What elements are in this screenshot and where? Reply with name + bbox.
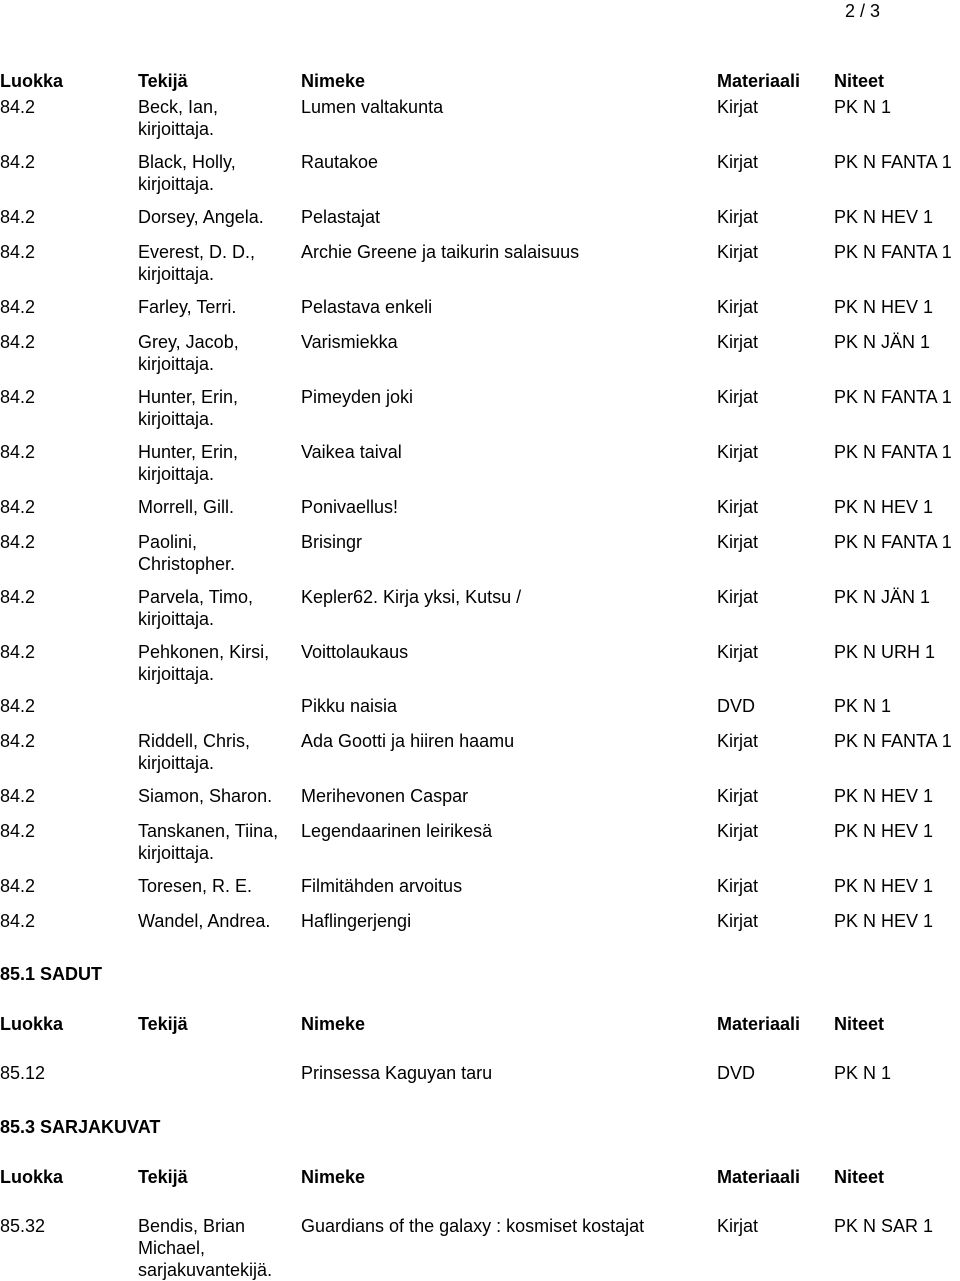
table-row — [0, 531, 960, 575]
cell-nimeke: Prinsessa Kaguyan taru — [301, 1063, 493, 1083]
table-row — [0, 820, 960, 864]
tekija-line: kirjoittaja. — [138, 119, 215, 139]
cell-materiaali: Kirjat — [717, 97, 759, 117]
cell-nimeke: Rautakoe — [301, 152, 379, 172]
header-materiaali: Materiaali — [717, 71, 801, 91]
tekija-line: kirjoittaja. — [138, 609, 215, 629]
cell-niteet: PK N FANTA 1 — [834, 731, 952, 751]
cell-tekija — [138, 96, 218, 140]
cell-nimeke: Lumen valtakunta — [301, 97, 444, 117]
cell-niteet: PK N HEV 1 — [834, 821, 934, 841]
header-tekija: Tekijä — [138, 1167, 188, 1187]
tekija-line: kirjoittaja. — [138, 753, 215, 773]
tekija-line: Christopher. — [138, 554, 236, 574]
cell-nimeke: Legendaarinen leirikesä — [301, 821, 493, 841]
tekija-line: Paolini, — [138, 532, 198, 552]
table-row — [0, 910, 960, 954]
cell-luokka: 84.2 — [0, 332, 36, 352]
table-header — [0, 1166, 960, 1210]
header-tekija: Tekijä — [138, 71, 188, 91]
cell-luokka: 84.2 — [0, 97, 36, 117]
cell-tekija — [138, 241, 255, 285]
table-row — [0, 96, 960, 140]
tekija-line: kirjoittaja. — [138, 354, 215, 374]
cell-niteet: PK N 1 — [834, 696, 892, 716]
header-luokka: Luokka — [0, 1167, 64, 1187]
header-nimeke: Nimeke — [301, 71, 366, 91]
cell-luokka: 84.2 — [0, 642, 36, 662]
cell-luokka: 85.32 — [0, 1216, 46, 1236]
table-row — [0, 641, 960, 685]
cell-luokka: 84.2 — [0, 731, 36, 751]
cell-materiaali: Kirjat — [717, 587, 759, 607]
cell-materiaali: Kirjat — [717, 152, 759, 172]
cell-tekija — [138, 875, 252, 897]
header-materiaali: Materiaali — [717, 1014, 801, 1034]
cell-niteet: PK N SAR 1 — [834, 1216, 934, 1236]
cell-niteet: PK N HEV 1 — [834, 911, 934, 931]
cell-niteet: PK N FANTA 1 — [834, 442, 952, 462]
tekija-line: Michael, — [138, 1238, 206, 1258]
cell-niteet: PK N HEV 1 — [834, 497, 934, 517]
tekija-line: Parvela, Timo, — [138, 587, 254, 607]
cell-luokka: 84.2 — [0, 242, 36, 262]
cell-tekija — [138, 151, 236, 195]
header-niteet: Niteet — [834, 1167, 885, 1187]
header-niteet: Niteet — [834, 71, 885, 91]
cell-luokka: 84.2 — [0, 532, 36, 552]
table-row — [0, 1062, 960, 1106]
tekija-line: Black, Holly, — [138, 152, 236, 172]
cell-materiaali: DVD — [717, 1063, 756, 1083]
cell-niteet: PK N JÄN 1 — [834, 587, 931, 607]
cell-niteet: PK N FANTA 1 — [834, 532, 952, 552]
cell-tekija — [138, 206, 264, 228]
cell-luokka: 84.2 — [0, 152, 36, 172]
tekija-line: Hunter, Erin, — [138, 387, 239, 407]
tekija-line: Pehkonen, Kirsi, — [138, 642, 270, 662]
cell-niteet: PK N FANTA 1 — [834, 152, 952, 172]
cell-luokka: 84.2 — [0, 821, 36, 841]
cell-materiaali: Kirjat — [717, 731, 759, 751]
table-row — [0, 241, 960, 285]
cell-materiaali: Kirjat — [717, 387, 759, 407]
header-nimeke: Nimeke — [301, 1167, 366, 1187]
cell-niteet: PK N FANTA 1 — [834, 242, 952, 262]
cell-nimeke: Pikku naisia — [301, 696, 398, 716]
cell-nimeke: Merihevonen Caspar — [301, 786, 469, 806]
header-luokka: Luokka — [0, 71, 64, 91]
tekija-line: Beck, Ian, — [138, 97, 219, 117]
table-row — [0, 331, 960, 375]
tekija-line: kirjoittaja. — [138, 174, 215, 194]
tekija-line: Bendis, Brian — [138, 1216, 246, 1236]
cell-nimeke: Varismiekka — [301, 332, 398, 352]
cell-tekija — [138, 531, 235, 575]
cell-tekija — [138, 441, 238, 485]
tekija-line: kirjoittaja. — [138, 409, 215, 429]
tekija-line: Farley, Terri. — [138, 297, 237, 317]
cell-niteet: PK N URH 1 — [834, 642, 936, 662]
cell-luokka: 84.2 — [0, 387, 36, 407]
cell-materiaali: Kirjat — [717, 442, 759, 462]
cell-niteet: PK N HEV 1 — [834, 297, 934, 317]
cell-luokka: 84.2 — [0, 442, 36, 462]
cell-materiaali: Kirjat — [717, 497, 759, 517]
cell-luokka: 84.2 — [0, 786, 36, 806]
page-number: 2 / 3 — [845, 1, 881, 21]
cell-nimeke: Archie Greene ja taikurin salaisuus — [301, 242, 580, 262]
cell-nimeke: Brisingr — [301, 532, 363, 552]
cell-niteet: PK N 1 — [834, 97, 892, 117]
cell-nimeke: Ada Gootti ja hiiren haamu — [301, 731, 515, 751]
table-row — [0, 730, 960, 774]
table-header — [0, 1013, 960, 1057]
cell-niteet: PK N FANTA 1 — [834, 387, 952, 407]
cell-materiaali: Kirjat — [717, 242, 759, 262]
cell-tekija — [138, 910, 270, 932]
cell-tekija — [138, 730, 250, 774]
cell-materiaali: Kirjat — [717, 786, 759, 806]
tekija-line: Dorsey, Angela. — [138, 207, 264, 227]
table-row — [0, 441, 960, 485]
cell-tekija — [138, 1215, 272, 1281]
cell-nimeke: Pelastava enkeli — [301, 297, 433, 317]
header-tekija: Tekijä — [138, 1014, 188, 1034]
cell-tekija — [138, 386, 238, 430]
tekija-line: Riddell, Chris, — [138, 731, 251, 751]
cell-materiaali: Kirjat — [717, 911, 759, 931]
cell-nimeke: Kepler62. Kirja yksi, Kutsu / — [301, 587, 522, 607]
tekija-line: Everest, D. D., — [138, 242, 256, 262]
tekija-line: Toresen, R. E. — [138, 876, 253, 896]
tekija-line: Morrell, Gill. — [138, 497, 235, 517]
cell-materiaali: Kirjat — [717, 642, 759, 662]
tekija-line: Wandel, Andrea. — [138, 911, 271, 931]
cell-niteet: PK N 1 — [834, 1063, 892, 1083]
cell-luokka: 84.2 — [0, 876, 36, 896]
cell-nimeke: Haflingerjengi — [301, 911, 412, 931]
header-nimeke: Nimeke — [301, 1014, 366, 1034]
cell-niteet: PK N HEV 1 — [834, 207, 934, 227]
cell-nimeke: Pelastajat — [301, 207, 381, 227]
cell-tekija — [138, 331, 239, 375]
cell-materiaali: Kirjat — [717, 532, 759, 552]
section-title-sarjakuvat: 85.3 SARJAKUVAT — [0, 1117, 161, 1137]
cell-nimeke: Voittolaukaus — [301, 642, 409, 662]
cell-materiaali: DVD — [717, 696, 756, 716]
table-row — [0, 151, 960, 195]
cell-luokka: 84.2 — [0, 696, 36, 716]
tekija-line: Tanskanen, Tiina, — [138, 821, 279, 841]
cell-tekija — [138, 496, 234, 518]
cell-nimeke: Ponivaellus! — [301, 497, 399, 517]
cell-luokka: 84.2 — [0, 497, 36, 517]
cell-niteet: PK N HEV 1 — [834, 876, 934, 896]
header-niteet: Niteet — [834, 1014, 885, 1034]
cell-luokka: 84.2 — [0, 911, 36, 931]
cell-tekija — [138, 586, 253, 630]
cell-luokka: 84.2 — [0, 297, 36, 317]
cell-nimeke: Pimeyden joki — [301, 387, 414, 407]
tekija-line: kirjoittaja. — [138, 843, 215, 863]
tekija-line: kirjoittaja. — [138, 664, 215, 684]
cell-nimeke: Filmitähden arvoitus — [301, 876, 463, 896]
cell-niteet: PK N JÄN 1 — [834, 332, 931, 352]
cell-niteet: PK N HEV 1 — [834, 786, 934, 806]
cell-materiaali: Kirjat — [717, 876, 759, 896]
table-row — [0, 1215, 960, 1281]
cell-tekija — [138, 820, 278, 864]
tekija-line: sarjakuvantekijä. — [138, 1260, 273, 1280]
tekija-line: kirjoittaja. — [138, 264, 215, 284]
cell-nimeke: Guardians of the galaxy : kosmiset kostajat — [301, 1216, 645, 1236]
cell-materiaali: Kirjat — [717, 297, 759, 317]
header-luokka: Luokka — [0, 1014, 64, 1034]
cell-luokka: 84.2 — [0, 587, 36, 607]
cell-materiaali: Kirjat — [717, 1216, 759, 1236]
tekija-line: Hunter, Erin, — [138, 442, 239, 462]
cell-nimeke: Vaikea taival — [301, 442, 402, 462]
header-materiaali: Materiaali — [717, 1167, 801, 1187]
cell-tekija — [138, 296, 236, 318]
cell-luokka: 85.12 — [0, 1063, 46, 1083]
table-row — [0, 386, 960, 430]
tekija-line: Siamon, Sharon. — [138, 786, 273, 806]
cell-tekija — [138, 785, 272, 807]
cell-luokka: 84.2 — [0, 207, 36, 227]
cell-materiaali: Kirjat — [717, 821, 759, 841]
cell-materiaali: Kirjat — [717, 207, 759, 227]
section-title-sadut: 85.1 SADUT — [0, 964, 103, 984]
tekija-line: Grey, Jacob, — [138, 332, 239, 352]
table-row — [0, 586, 960, 630]
cell-materiaali: Kirjat — [717, 332, 759, 352]
tekija-line: kirjoittaja. — [138, 464, 215, 484]
cell-tekija — [138, 641, 269, 685]
